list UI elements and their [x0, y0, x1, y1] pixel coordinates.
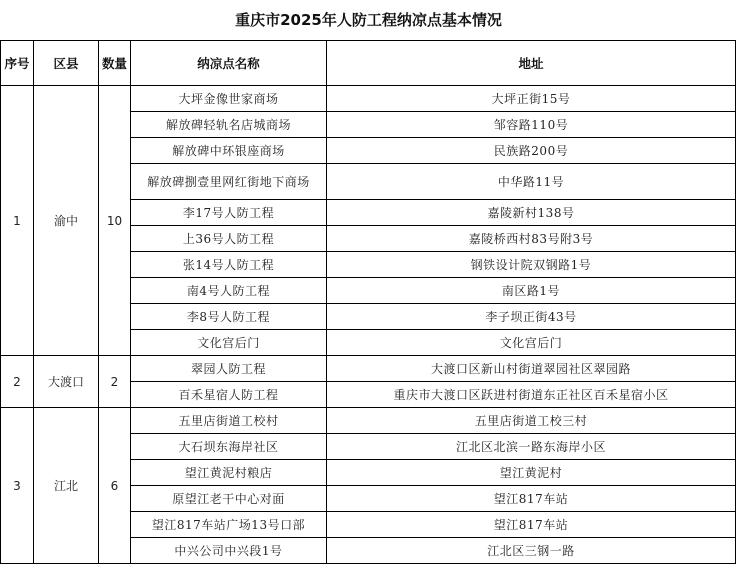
- header-district: 区县: [34, 41, 99, 86]
- group-district: 江北: [34, 408, 99, 564]
- group-count: 2: [99, 356, 131, 408]
- point-name: 南4号人防工程: [131, 278, 327, 304]
- point-name: 大坪金像世家商场: [131, 86, 327, 112]
- point-address: 文化宫后门: [327, 330, 736, 356]
- point-address: 江北区北滨一路东海岸小区: [327, 434, 736, 460]
- point-address: 南区路1号: [327, 278, 736, 304]
- point-name: 李8号人防工程: [131, 304, 327, 330]
- group-district: 渝中: [34, 86, 99, 356]
- group-seq: 3: [1, 408, 34, 564]
- cooling-points-table: [0, 40, 736, 564]
- point-address: 五里店街道工校三村: [327, 408, 736, 434]
- header-address: 地址: [327, 41, 736, 86]
- point-address: 江北区三钢一路: [327, 538, 736, 564]
- point-name: 文化宫后门: [131, 330, 327, 356]
- point-address: 民族路200号: [327, 138, 736, 164]
- header-count: 数量: [99, 41, 131, 86]
- point-name: 张14号人防工程: [131, 252, 327, 278]
- point-name: 大石坝东海岸社区: [131, 434, 327, 460]
- table-row: [1, 408, 736, 434]
- point-name: 上36号人防工程: [131, 226, 327, 252]
- point-address: 中华路11号: [327, 164, 736, 200]
- point-name: 李17号人防工程: [131, 200, 327, 226]
- group-seq: 1: [1, 86, 34, 356]
- table-row: [1, 356, 736, 382]
- point-address: 邹容路110号: [327, 112, 736, 138]
- point-name: 百禾星宿人防工程: [131, 382, 327, 408]
- page-title: 重庆市2025年人防工程纳凉点基本情况: [235, 11, 502, 29]
- group-count: 10: [99, 86, 131, 356]
- point-name: 望江黄泥村粮店: [131, 460, 327, 486]
- point-address: 嘉陵桥西村83号附3号: [327, 226, 736, 252]
- point-address: 重庆市大渡口区跃进村街道东正社区百禾星宿小区: [327, 382, 736, 408]
- point-address: 李子坝正街43号: [327, 304, 736, 330]
- point-name: 五里店街道工校村: [131, 408, 327, 434]
- point-name: 解放碑轻轨名店城商场: [131, 112, 327, 138]
- point-address: 嘉陵新村138号: [327, 200, 736, 226]
- point-name: 解放碑捌壹里网红街地下商场: [131, 164, 327, 200]
- group-seq: 2: [1, 356, 34, 408]
- point-address: 望江817车站: [327, 486, 736, 512]
- point-address: 钢铁设计院双钢路1号: [327, 252, 736, 278]
- point-name: 望江817车站广场13号口部: [131, 512, 327, 538]
- point-address: 大坪正街15号: [327, 86, 736, 112]
- point-address: 大渡口区新山村街道翠园社区翠园路: [327, 356, 736, 382]
- header-row: [1, 41, 736, 86]
- group-count: 6: [99, 408, 131, 564]
- point-name: 解放碑中环银座商场: [131, 138, 327, 164]
- point-name: 翠园人防工程: [131, 356, 327, 382]
- point-address: 望江黄泥村: [327, 460, 736, 486]
- group-district: 大渡口: [34, 356, 99, 408]
- header-seq: 序号: [1, 41, 34, 86]
- table-row: [1, 86, 736, 112]
- point-name: 中兴公司中兴段1号: [131, 538, 327, 564]
- point-address: 望江817车站: [327, 512, 736, 538]
- point-name: 原望江老干中心对面: [131, 486, 327, 512]
- header-name: 纳凉点名称: [131, 41, 327, 86]
